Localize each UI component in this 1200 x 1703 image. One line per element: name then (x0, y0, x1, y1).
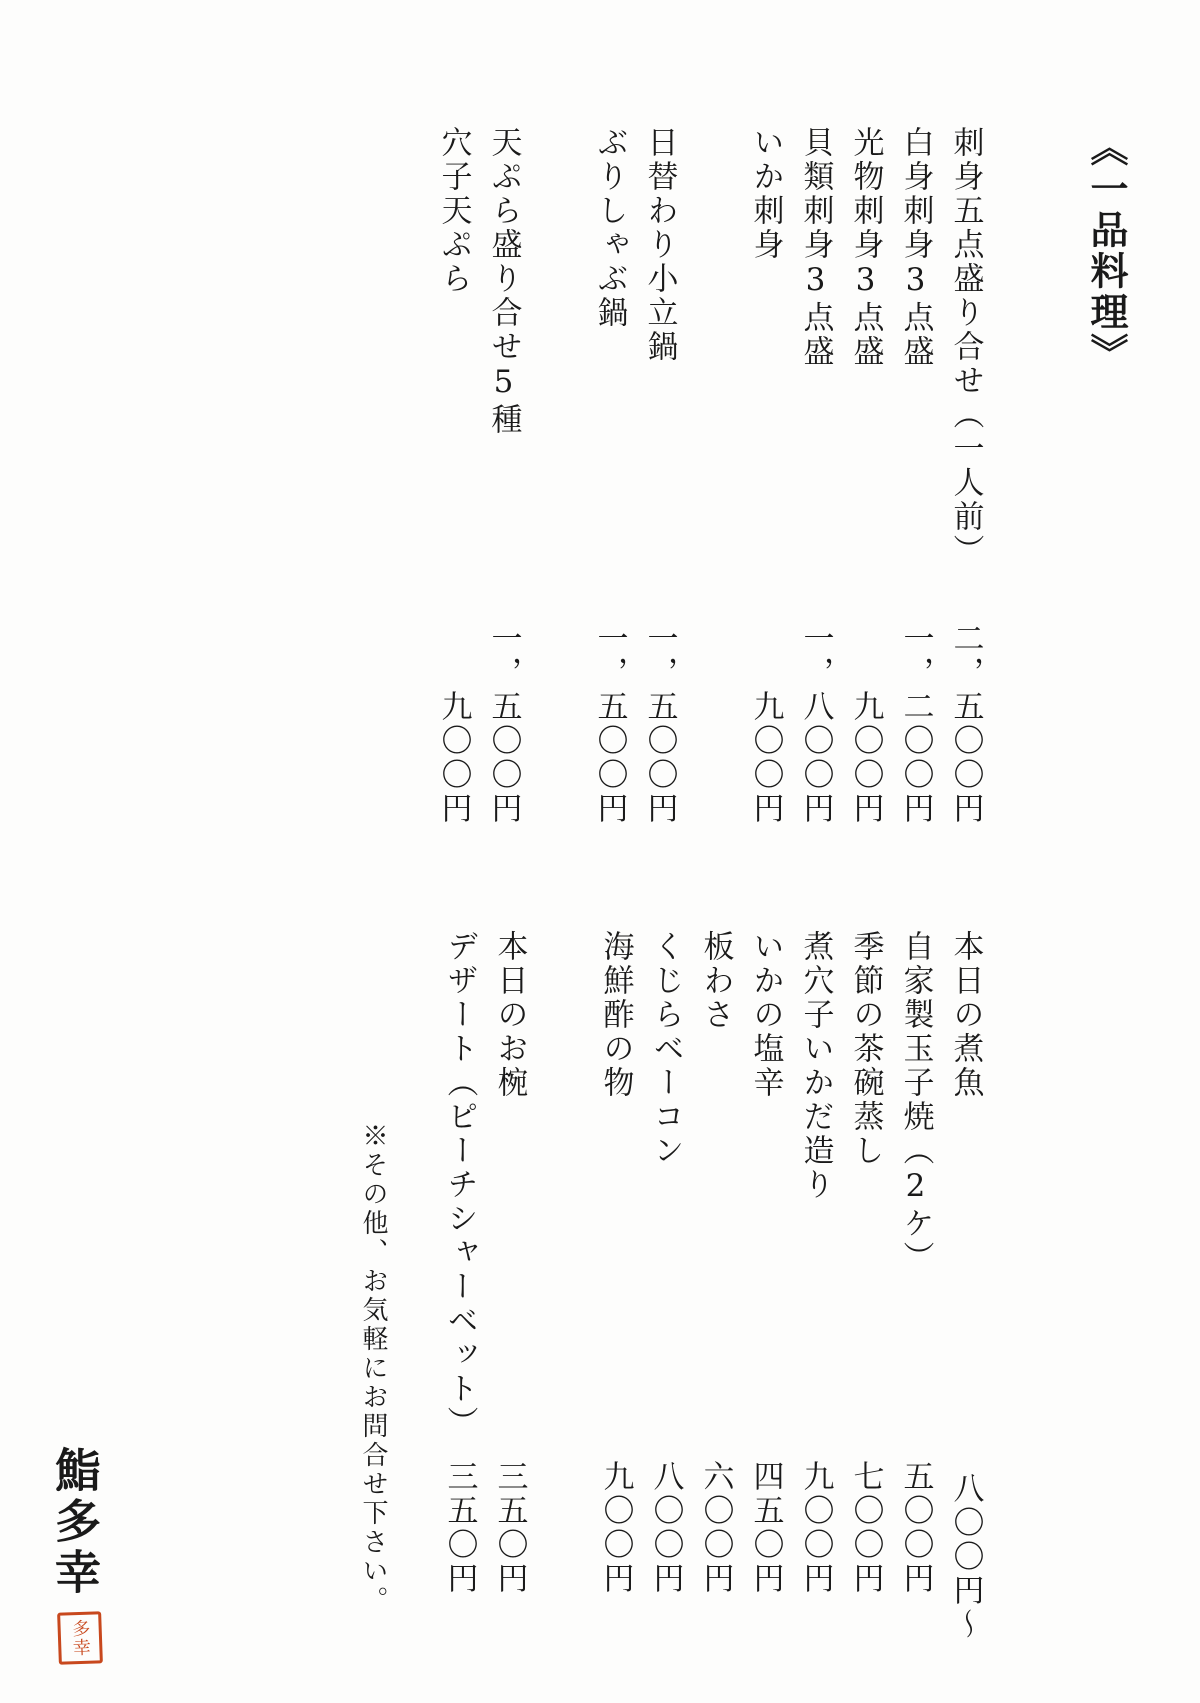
item-price: 九〇〇円 (597, 1460, 634, 1596)
item-label: 光物刺身3点盛 (847, 126, 884, 369)
item-label: いかの塩辛 (747, 930, 784, 1100)
footnote: ※その他、お気軽にお問合せ下さい。 (358, 1122, 388, 1615)
menu-item (744, 930, 786, 1596)
item-price: 八〇〇円〜 (947, 1472, 984, 1642)
item-price: 九〇〇円 (747, 690, 784, 826)
item-label: 天ぷら盛り合せ5種 (485, 126, 522, 437)
menu-item (638, 126, 680, 826)
menu-item (432, 126, 474, 826)
item-price: 二，五〇〇円 (947, 622, 984, 826)
item-price: 一，五〇〇円 (591, 622, 628, 826)
menu-item (894, 930, 936, 1596)
menu-item (644, 930, 686, 1596)
menu-section-sashimi (424, 126, 986, 826)
item-label: いか刺身 (747, 126, 784, 262)
item-price: 九〇〇円 (435, 690, 472, 826)
menu-item (794, 126, 836, 826)
item-label: デザート（ピーチシャーベット） (441, 930, 478, 1440)
item-price: 一，八〇〇円 (797, 622, 834, 826)
item-label: 季節の茶碗蒸し (847, 930, 884, 1168)
menu-item (694, 930, 736, 1596)
menu-item (744, 126, 786, 826)
item-label: 煮穴子いかだ造り (797, 930, 834, 1202)
item-label: 貝類刺身3点盛 (797, 126, 834, 369)
item-label: 穴子天ぷら (435, 126, 472, 296)
item-label: 日替わり小立鍋 (641, 126, 678, 364)
item-price: 四五〇円 (747, 1460, 784, 1596)
item-price: 一，五〇〇円 (641, 622, 678, 826)
item-price: 一，二〇〇円 (897, 622, 934, 826)
item-label: 本日のお椀 (491, 930, 528, 1100)
menu-item (438, 930, 480, 1596)
page-title: 《一品料理》 (1084, 128, 1129, 374)
item-label: 刺身五点盛り合せ（一人前） (947, 126, 984, 568)
menu-item (844, 126, 886, 826)
item-price: 八〇〇円 (647, 1460, 684, 1596)
menu-item (794, 930, 836, 1596)
item-price: 九〇〇円 (847, 690, 884, 826)
item-price: 九〇〇円 (797, 1460, 834, 1596)
menu-item (488, 930, 530, 1596)
menu-item (944, 126, 986, 826)
menu-item (594, 930, 636, 1596)
item-price: 五〇〇円 (897, 1460, 934, 1596)
hanko-seal-text: 多幸 (68, 1618, 92, 1658)
item-price: 一，五〇〇円 (485, 622, 522, 826)
item-price: 三五〇円 (491, 1460, 528, 1596)
item-label: くじらベーコン (647, 930, 684, 1168)
item-label: 板わさ (697, 930, 734, 1032)
item-label: 自家製玉子焼（2ケ） (897, 930, 934, 1275)
item-price: 六〇〇円 (697, 1460, 734, 1596)
restaurant-name: 鮨多幸 (48, 1446, 102, 1599)
menu-item (588, 126, 630, 826)
menu-item (894, 126, 936, 826)
hanko-seal (57, 1611, 103, 1665)
item-label: 本日の煮魚 (947, 930, 984, 1100)
item-label: ぶりしゃぶ鍋 (591, 126, 628, 330)
item-price: 七〇〇円 (847, 1460, 884, 1596)
menu-section-ippin (430, 930, 986, 1642)
menu-item (482, 126, 524, 826)
menu-item (944, 930, 986, 1642)
menu-item (844, 930, 886, 1596)
item-price: 三五〇円 (441, 1460, 478, 1596)
item-label: 海鮮酢の物 (597, 930, 634, 1100)
item-label: 白身刺身3点盛 (897, 126, 934, 369)
